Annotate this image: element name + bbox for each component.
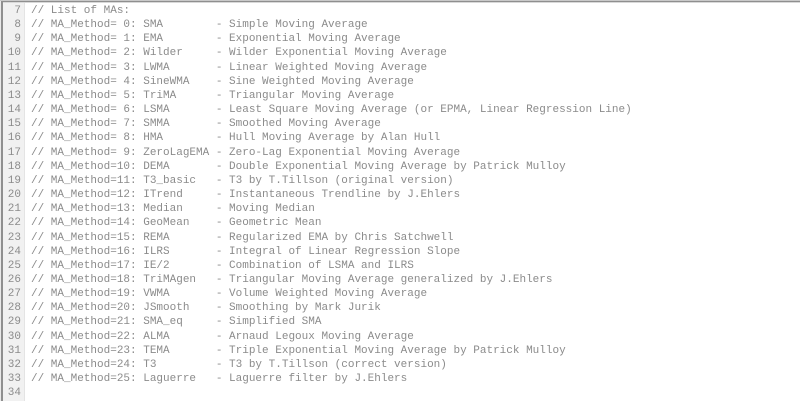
code-text[interactable]: // MA_Method= 5: TriMA - Triangular Moving Average bbox=[31, 89, 395, 102]
line-number[interactable]: 26 bbox=[7, 273, 21, 286]
line-number[interactable]: 9 bbox=[14, 33, 21, 46]
line-number[interactable]: 16 bbox=[7, 132, 21, 145]
line-number[interactable]: 25 bbox=[7, 259, 21, 272]
code-line bbox=[3, 75, 632, 89]
line-number[interactable]: 20 bbox=[7, 189, 21, 202]
line-number[interactable]: 31 bbox=[7, 344, 21, 357]
code-text[interactable]: // MA_Method= 4: SineWMA - Sine Weighted Moving Average bbox=[31, 75, 414, 88]
line-number[interactable]: 11 bbox=[7, 61, 21, 74]
line-number[interactable]: 17 bbox=[7, 146, 21, 159]
code-line bbox=[3, 188, 632, 202]
code-text[interactable]: // MA_Method=14: GeoMean - Geometric Mean bbox=[31, 217, 322, 230]
code-text[interactable]: // MA_Method=24: T3 - T3 by T.Tillson (correct version) bbox=[31, 358, 447, 371]
code-line bbox=[3, 344, 632, 358]
code-line bbox=[3, 330, 632, 344]
line-number[interactable]: 15 bbox=[7, 118, 21, 131]
code-text[interactable]: // MA_Method= 7: SMMA - Smoothed Moving Average bbox=[31, 118, 381, 131]
code-line bbox=[3, 117, 632, 131]
code-line bbox=[3, 4, 632, 18]
code-text[interactable]: // MA_Method=10: DEMA - Double Exponential Moving Average by Patrick Mulloy bbox=[31, 160, 566, 173]
code-text[interactable]: // MA_Method=25: Laguerre - Laguerre filter by J.Ehlers bbox=[31, 373, 408, 386]
code-line bbox=[3, 216, 632, 230]
line-number[interactable]: 34 bbox=[7, 387, 21, 400]
line-number[interactable]: 24 bbox=[7, 245, 21, 258]
code-text[interactable]: // MA_Method=13: Median - Moving Median bbox=[31, 203, 315, 216]
window-top-border bbox=[0, 0, 800, 3]
code-line bbox=[3, 287, 632, 301]
code-text[interactable]: // MA_Method=21: SMA_eq - Simplified SMA bbox=[31, 316, 322, 329]
line-number[interactable]: 13 bbox=[7, 89, 21, 102]
code-text[interactable]: // MA_Method= 8: HMA - Hull Moving Average by Alan Hull bbox=[31, 132, 441, 145]
line-number[interactable]: 18 bbox=[7, 160, 21, 173]
code-text[interactable]: // MA_Method= 6: LSMA - Least Square Moving Average (or EPMA, Linear Regression Line) bbox=[31, 104, 632, 117]
code-line bbox=[3, 358, 632, 372]
code-text[interactable]: // MA_Method= 1: EMA - Exponential Moving Average bbox=[31, 33, 401, 46]
line-number[interactable]: 30 bbox=[7, 330, 21, 343]
code-text[interactable]: // MA_Method=17: IE/2 - Combination of LSMA and ILRS bbox=[31, 259, 414, 272]
code-text[interactable]: // MA_Method= 0: SMA - Simple Moving Average bbox=[31, 19, 368, 32]
line-number[interactable]: 32 bbox=[7, 358, 21, 371]
code-line bbox=[3, 103, 632, 117]
code-text[interactable]: // MA_Method=22: ALMA - Arnaud Legoux Moving Average bbox=[31, 330, 414, 343]
code-line bbox=[3, 146, 632, 160]
code-line bbox=[3, 245, 632, 259]
line-number[interactable]: 8 bbox=[14, 19, 21, 32]
code-line bbox=[3, 231, 632, 245]
code-line bbox=[3, 315, 632, 329]
line-number[interactable]: 33 bbox=[7, 373, 21, 386]
code-text[interactable]: // MA_Method=20: JSmooth - Smoothing by Mark Jurik bbox=[31, 302, 381, 315]
code-line bbox=[3, 202, 632, 216]
line-number[interactable]: 19 bbox=[7, 174, 21, 187]
editor-surface[interactable] bbox=[3, 4, 632, 400]
code-text[interactable]: // MA_Method=19: VWMA - Volume Weighted Moving Average bbox=[31, 288, 428, 301]
code-text[interactable]: // MA_Method=15: REMA - Regularized EMA by Chris Satchwell bbox=[31, 231, 454, 244]
line-number[interactable]: 29 bbox=[7, 316, 21, 329]
code-text[interactable]: // MA_Method=23: TEMA - Triple Exponential Moving Average by Patrick Mulloy bbox=[31, 344, 566, 357]
line-number[interactable]: 10 bbox=[7, 47, 21, 60]
code-line bbox=[3, 174, 632, 188]
line-number[interactable]: 23 bbox=[7, 231, 21, 244]
line-number[interactable]: 7 bbox=[14, 5, 21, 17]
code-line bbox=[3, 386, 632, 400]
code-line bbox=[3, 372, 632, 386]
code-line bbox=[3, 89, 632, 103]
code-text[interactable]: // List of MAs: bbox=[31, 5, 131, 17]
code-line bbox=[3, 259, 632, 273]
code-text[interactable]: // MA_Method=16: ILRS - Integral of Linear Regression Slope bbox=[31, 245, 461, 258]
code-line bbox=[3, 160, 632, 174]
line-number[interactable]: 28 bbox=[7, 302, 21, 315]
code-text[interactable]: // MA_Method= 2: Wilder - Wilder Exponential Moving Average bbox=[31, 47, 447, 60]
line-number[interactable]: 22 bbox=[7, 217, 21, 230]
code-line bbox=[3, 301, 632, 315]
code-text[interactable]: // MA_Method= 9: ZeroLagEMA - Zero-Lag Exponential Moving Average bbox=[31, 146, 461, 159]
line-number[interactable]: 27 bbox=[7, 288, 21, 301]
line-number[interactable]: 14 bbox=[7, 104, 21, 117]
code-line bbox=[3, 18, 632, 32]
code-line bbox=[3, 46, 632, 60]
code-text[interactable]: // MA_Method=11: T3_basic - T3 by T.Tillson (original version) bbox=[31, 174, 454, 187]
code-text[interactable]: // MA_Method= 3: LWMA - Linear Weighted Moving Average bbox=[31, 61, 428, 74]
code-line bbox=[3, 61, 632, 75]
code-line bbox=[3, 32, 632, 46]
code-text[interactable]: // MA_Method=12: ITrend - Instantaneous Trendline by J.Ehlers bbox=[31, 189, 461, 202]
code-line bbox=[3, 131, 632, 145]
line-number[interactable]: 12 bbox=[7, 75, 21, 88]
code-line bbox=[3, 273, 632, 287]
code-text[interactable] bbox=[25, 386, 31, 400]
code-text[interactable]: // MA_Method=18: TriMAgen - Triangular Moving Average generalized by J.Ehlers bbox=[31, 273, 553, 286]
line-number[interactable]: 21 bbox=[7, 203, 21, 216]
